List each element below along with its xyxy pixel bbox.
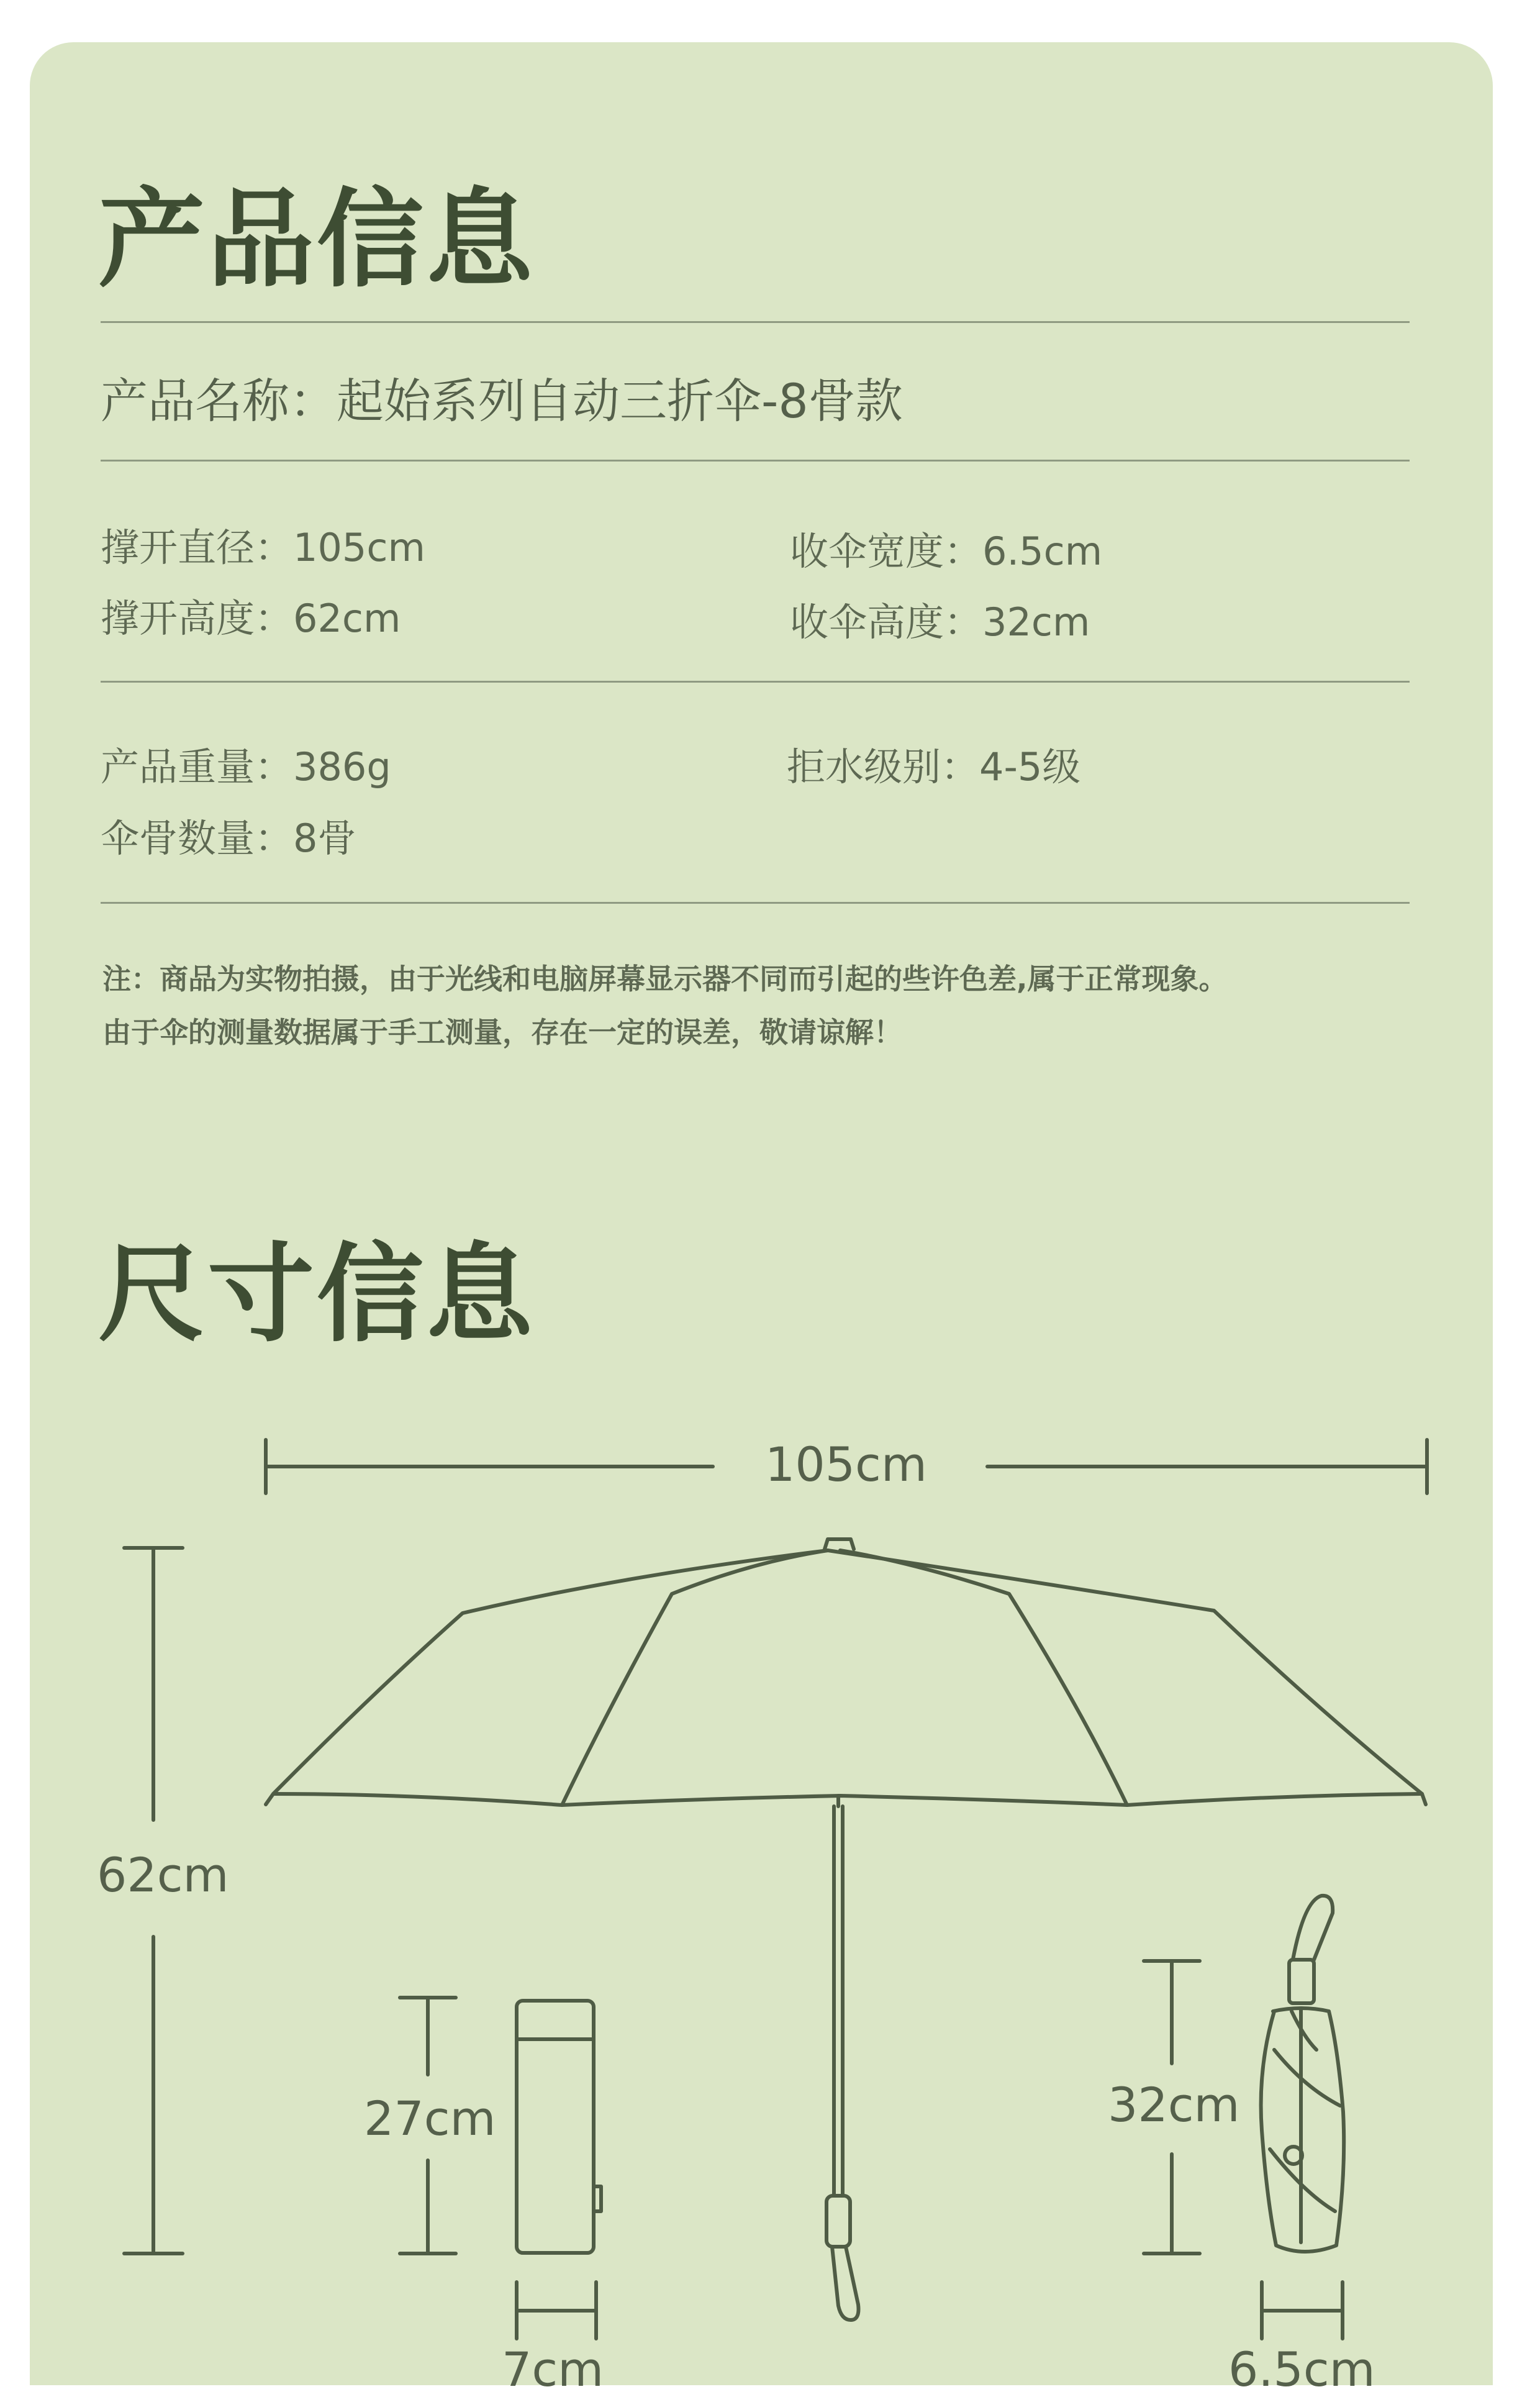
spec-value: 4-5级: [979, 744, 1081, 789]
spec-value: 386g: [293, 744, 391, 789]
spec-value: 6.5cm: [982, 529, 1103, 574]
spec-label: 撑开直径：: [101, 525, 294, 570]
box-width-label: 7cm: [502, 2342, 604, 2397]
size-info-heading: 尺寸信息: [98, 1230, 535, 1357]
open-umbrella-icon: [266, 1539, 1426, 2320]
spec-value: 32cm: [982, 599, 1090, 645]
spec-label: 撑开高度：: [101, 596, 294, 641]
spec-label: 产品重量：: [101, 744, 294, 789]
spec-value: 105cm: [293, 525, 425, 570]
gift-box-icon: [517, 2001, 601, 2253]
folded-width-dimension-line: [1262, 2282, 1343, 2339]
open-height-label: 62cm: [97, 1847, 229, 1903]
note-line-1: 注：商品为实物拍摄，由于光线和电脑屏幕显示器不同而引起的些许色差,属于正常现象。: [102, 962, 1228, 996]
spec-value: 62cm: [293, 596, 401, 641]
product-info-heading: 产品信息: [98, 176, 535, 302]
spec-label: 收伞高度：: [790, 599, 983, 645]
folded-width-label: 6.5cm: [1228, 2342, 1375, 2397]
note-line-2: 由于伞的测量数据属于手工测量，存在一定的误差，敬请谅解！: [102, 1016, 902, 1049]
folded-height-label: 32cm: [1108, 2077, 1240, 2132]
product-name: 产品名称：起始系列自动三折伞-8骨款: [101, 373, 903, 429]
box-height-label: 27cm: [364, 2091, 496, 2146]
spec-label: 拒水级别：: [787, 744, 980, 789]
spec-label: 伞骨数量：: [101, 816, 294, 861]
spec-value: 8骨: [293, 816, 356, 861]
open-width-label: 105cm: [765, 1437, 927, 1492]
box-width-dimension-line: [517, 2282, 596, 2339]
folded-umbrella-icon: [1261, 1896, 1344, 2252]
spec-label: 收伞宽度：: [790, 529, 983, 574]
